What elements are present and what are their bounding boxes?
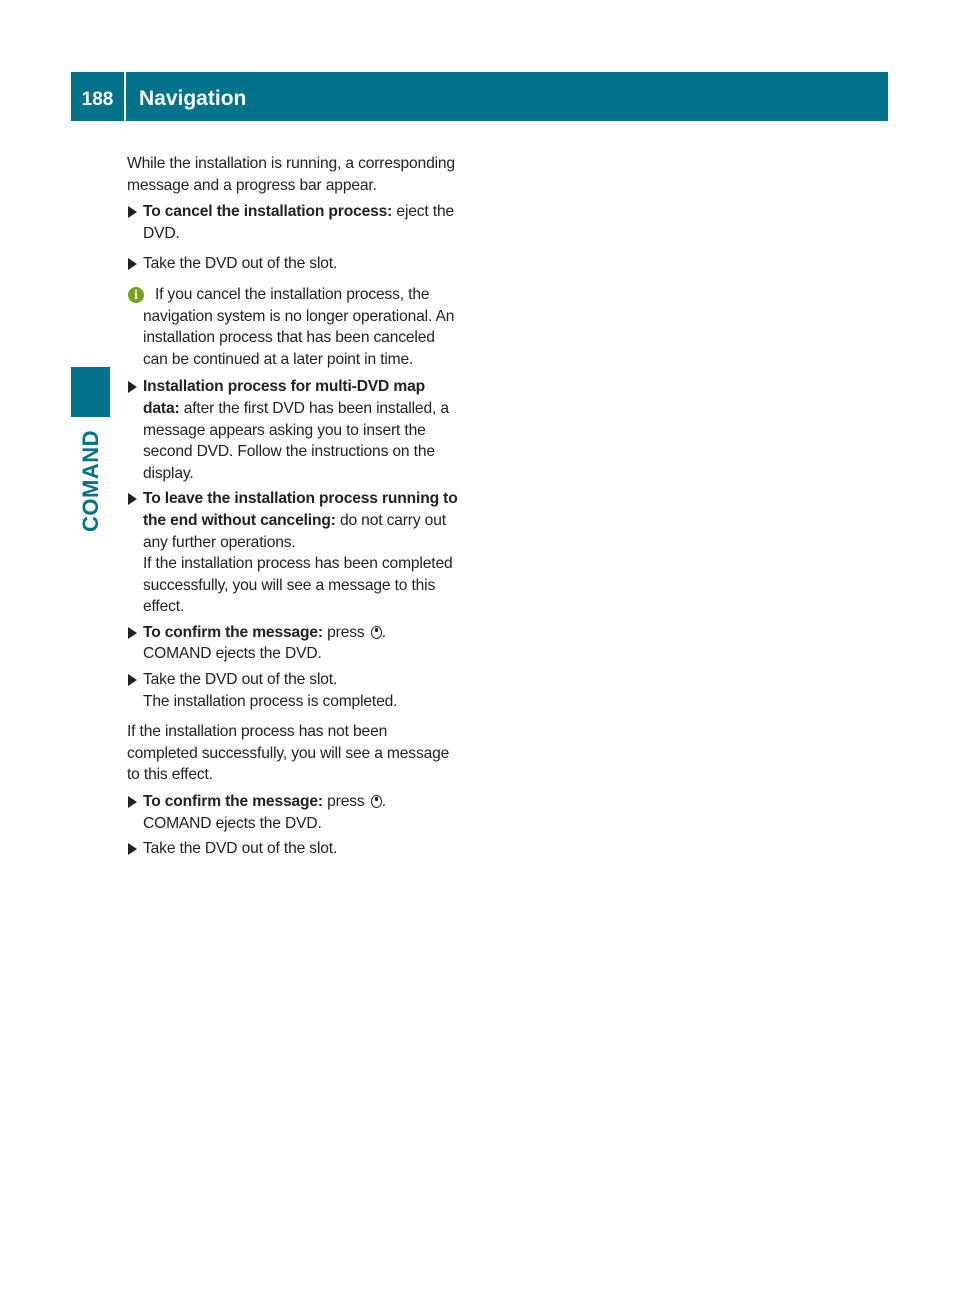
step-take-dvd-out-3 — [127, 838, 461, 860]
step-confirm-message-2 — [127, 791, 461, 834]
triangle-right-icon — [128, 493, 137, 505]
step-suffix: . — [381, 793, 386, 811]
step-confirm-message — [127, 622, 461, 665]
info-text-first-line: If you cancel the installation process, the — [155, 285, 430, 303]
step-result: If the installation process has been completed successfully, you will see a message to this effect. — [143, 555, 453, 616]
page-content — [127, 153, 461, 864]
step-result: The installation process is completed. — [143, 692, 398, 710]
step-heading: To leave the installation process running to the end without canceling: — [143, 490, 458, 529]
step-text: do not carry out any further operations. — [143, 511, 446, 551]
failure-paragraph: If the installation process has not been completed successfully, you will see a message to this effect. — [127, 723, 450, 784]
step-take-dvd-out — [127, 253, 461, 275]
step-heading: To cancel the installation process: — [143, 203, 393, 221]
step-result: COMAND ejects the DVD. — [143, 645, 322, 663]
triangle-right-icon — [128, 381, 137, 393]
step-text: press — [322, 793, 369, 811]
step-heading: To confirm the message: — [143, 623, 323, 641]
info-note — [127, 284, 461, 370]
triangle-right-icon — [128, 258, 137, 270]
step-heading: Installation process for multi-DVD map data: — [143, 378, 425, 417]
step-text: after the first DVD has been installed, a message appears asking you to insert the second DVD. Follow the instructions on the display. — [143, 399, 449, 482]
triangle-right-icon — [128, 206, 137, 218]
info-text: navigation system is no longer operational. An installation process that has been canceled can be continued at a later point in time. — [143, 307, 455, 368]
chapter-tab — [71, 426, 110, 536]
step-text: eject the DVD. — [143, 203, 455, 242]
controller-press-icon — [371, 795, 382, 808]
triangle-right-icon — [128, 627, 137, 639]
step-heading: To confirm the message: — [143, 793, 323, 811]
step-suffix: . — [381, 623, 386, 641]
step-multi-dvd — [127, 376, 461, 484]
section-title: Navigation — [139, 86, 247, 110]
step-text: Take the DVD out of the slot. — [143, 255, 338, 273]
step-text: Take the DVD out of the slot. — [143, 840, 338, 858]
info-icon: i — [128, 287, 144, 303]
chapter-tab-marker — [71, 367, 110, 417]
step-result: COMAND ejects the DVD. — [143, 814, 322, 832]
step-text: Take the DVD out of the slot. — [143, 671, 338, 689]
intro-paragraph: While the installation is running, a corresponding message and a progress bar appear. — [127, 155, 455, 194]
chapter-label: COMAND — [77, 430, 103, 532]
page-number: 188 — [71, 72, 126, 121]
page-header — [71, 72, 888, 121]
step-leave-running — [127, 488, 461, 618]
step-text: press — [322, 623, 369, 641]
step-cancel-installation — [127, 201, 461, 244]
triangle-right-icon — [128, 674, 137, 686]
step-take-dvd-out-2 — [127, 669, 461, 712]
triangle-right-icon — [128, 796, 137, 808]
controller-press-icon — [371, 626, 382, 639]
triangle-right-icon — [128, 843, 137, 855]
